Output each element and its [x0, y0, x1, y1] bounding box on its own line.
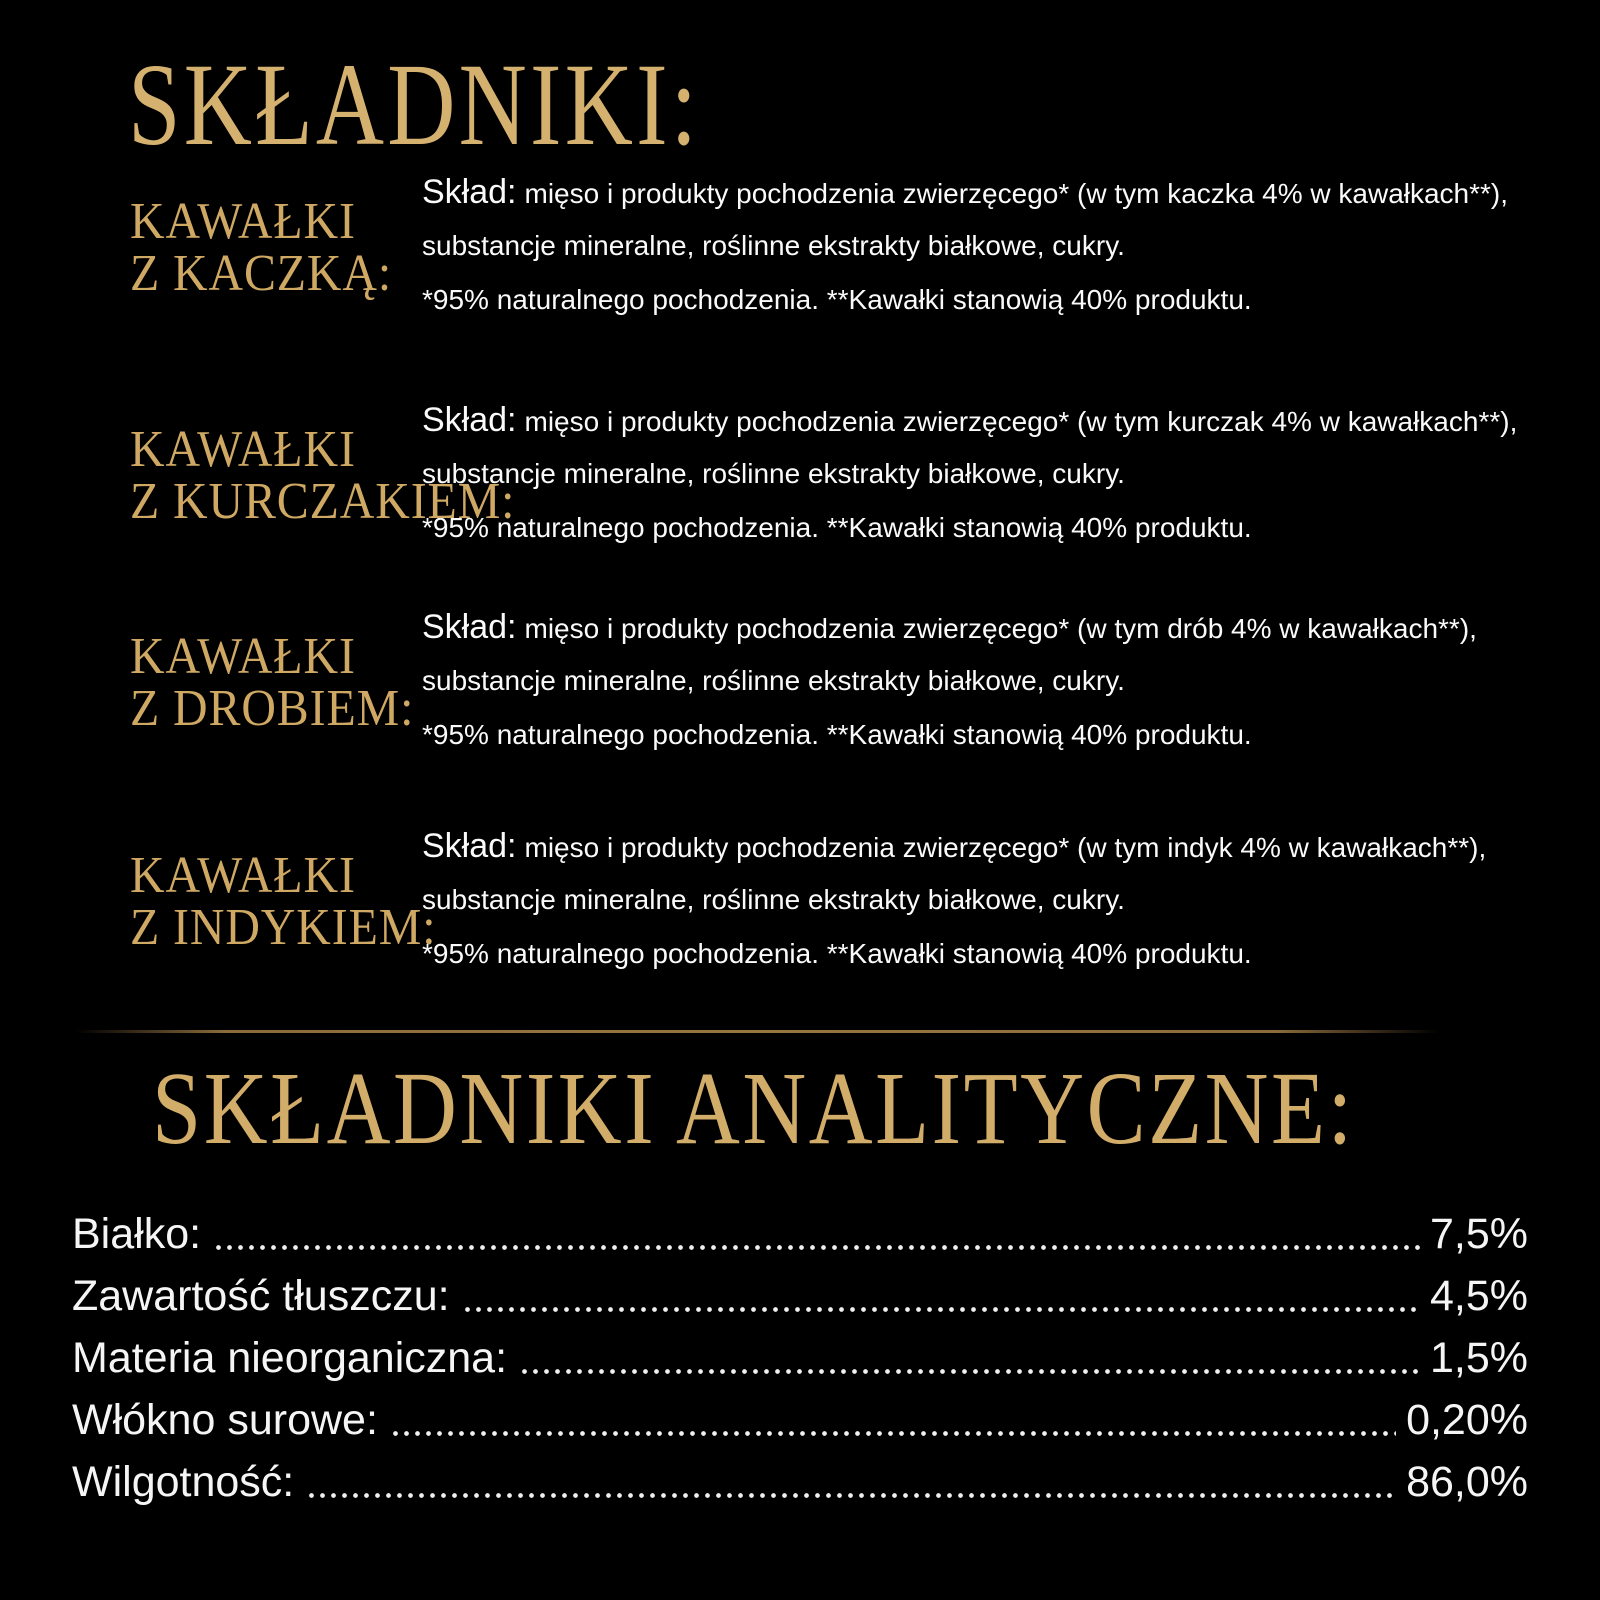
ingredient-text-line: [422, 600, 1600, 654]
dotted-leader: [519, 1369, 1420, 1374]
analytics-row: [72, 1212, 1528, 1257]
ingredient-composition: mięso i produkty pochodzenia zwierzęcego* (w tym kurczak 4% w kawałkach**),: [524, 406, 1518, 437]
sklad-prefix: Skład:: [422, 401, 517, 439]
analytics-value: 0,20%: [1406, 1396, 1528, 1444]
ingredient-label-line: Z INDYKIEM:: [130, 899, 437, 956]
ingredient-label-line: KAWAŁKI: [130, 847, 356, 904]
ingredient-label-line: KAWAŁKI: [130, 628, 356, 685]
ingredient-text-line: [422, 393, 1600, 447]
sklad-prefix: Skład:: [422, 173, 517, 211]
ingredient-composition: mięso i produkty pochodzenia zwierzęcego* (w tym indyk 4% w kawałkach**),: [524, 832, 1487, 863]
analytics-label: Białko:: [72, 1210, 202, 1258]
ingredient-text-line: [422, 819, 1600, 873]
ingredient-composition: mięso i produkty pochodzenia zwierzęcego* (w tym drób 4% w kawałkach**),: [524, 613, 1477, 644]
analytics-label: Włókno surowe:: [72, 1396, 378, 1444]
ingredient-label-line: KAWAŁKI: [130, 193, 356, 250]
analytics-label: Zawartość tłuszczu:: [72, 1272, 450, 1320]
analytics-value: 7,5%: [1429, 1210, 1528, 1258]
ingredient-text: [422, 814, 1600, 981]
analytics-table: [72, 1212, 1528, 1505]
ingredient-text-line: substancje mineralne, roślinne ekstrakty białkowe, cukry.: [422, 665, 1125, 696]
page-title: SKŁADNIKI:: [128, 39, 701, 170]
ingredient-text-line: substancje mineralne, roślinne ekstrakty białkowe, cukry.: [422, 884, 1125, 915]
ingredient-section-chicken: [0, 388, 1600, 555]
ingredient-section-duck: [0, 160, 1600, 327]
dotted-leader: [213, 1245, 1420, 1250]
ingredient-label: [130, 628, 415, 737]
dotted-leader: [390, 1431, 1396, 1436]
analytics-label: Wilgotność:: [72, 1458, 295, 1506]
dotted-leader: [306, 1493, 1396, 1498]
ingredient-text-line: substancje mineralne, roślinne ekstrakty białkowe, cukry.: [422, 458, 1125, 489]
analytics-value: 1,5%: [1429, 1334, 1528, 1382]
analytics-label: Materia nieorganiczna:: [72, 1334, 508, 1382]
ingredient-text-line: *95% naturalnego pochodzenia. **Kawałki stanowią 40% produktu.: [422, 284, 1252, 315]
sklad-prefix: Skład:: [422, 608, 517, 646]
ingredient-text-line: substancje mineralne, roślinne ekstrakty białkowe, cukry.: [422, 230, 1125, 261]
analytics-row: [72, 1460, 1528, 1505]
ingredient-text-line: *95% naturalnego pochodzenia. **Kawałki stanowią 40% produktu.: [422, 719, 1252, 750]
sklad-prefix: Skład:: [422, 827, 517, 865]
ingredient-text-line: *95% naturalnego pochodzenia. **Kawałki stanowią 40% produktu.: [422, 512, 1252, 543]
ingredient-text: [422, 595, 1600, 762]
analytics-title: SKŁADNIKI ANALITYCZNE:: [152, 1051, 1355, 1166]
dotted-leader: [462, 1307, 1420, 1312]
ingredient-text-line: [422, 165, 1600, 219]
section-divider: [75, 1030, 1440, 1033]
ingredient-label-line: KAWAŁKI: [130, 421, 356, 478]
ingredient-section-poultry: [0, 595, 1600, 762]
ingredient-label-line: Z DROBIEM:: [130, 680, 415, 737]
ingredient-composition: mięso i produkty pochodzenia zwierzęcego* (w tym kaczka 4% w kawałkach**),: [524, 178, 1509, 209]
analytics-value: 4,5%: [1429, 1272, 1528, 1320]
ingredient-label-line: Z KACZKĄ:: [130, 245, 393, 302]
ingredient-section-turkey: [0, 814, 1600, 981]
analytics-row: [72, 1274, 1528, 1319]
analytics-row: [72, 1336, 1528, 1381]
analytics-row: [72, 1398, 1528, 1443]
ingredient-label-line: Z KURCZAKIEM:: [130, 473, 516, 530]
ingredient-text: [422, 388, 1600, 555]
ingredient-label: [130, 421, 516, 530]
ingredient-text: [422, 160, 1600, 327]
analytics-value: 86,0%: [1406, 1458, 1528, 1506]
ingredient-label: [130, 193, 399, 302]
ingredient-text-line: *95% naturalnego pochodzenia. **Kawałki stanowią 40% produktu.: [422, 938, 1252, 969]
ingredient-label: [130, 847, 437, 956]
